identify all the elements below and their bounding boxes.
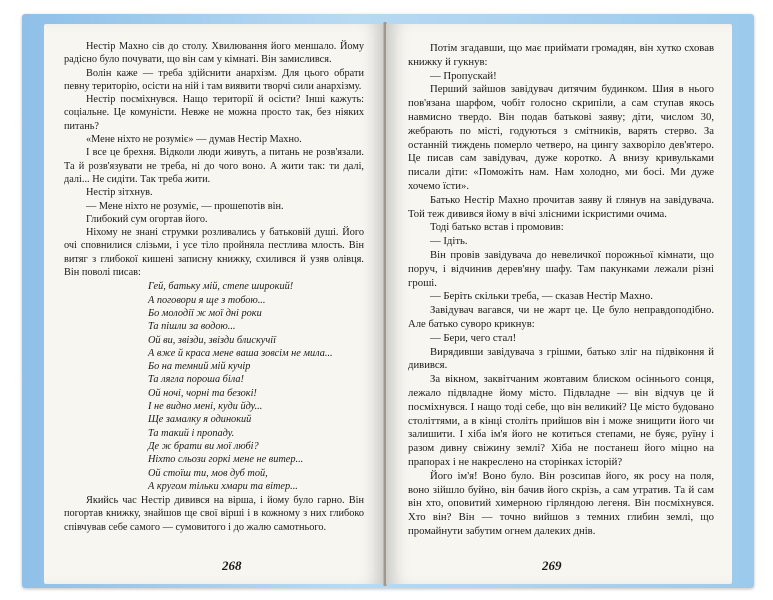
paragraph: — Пропускай! (430, 69, 497, 82)
paragraph: За вікном, заквітчаним жовтавим блиском осіннього сонця, лежало підвладне йому місто. Підвладне — він відчув це й посміхнувся. І нащо тоді себе, що він великий? Це місто будовано століттями, а в кінці століть прийшов він і може знищити його чи залишити. І хіба ім'я його не котиться степами, не буяє, руїну і разом дивну свіжину землі? Хіба не постанеш його міцно на прапорах і не накреслено на сторінках історій? (408, 373, 714, 468)
left-page-text (64, 40, 364, 534)
right-page-text (408, 42, 714, 539)
paragraph: Батько Нестір Махно прочитав заяву й глянув на завідувача. Той теж дивився йому в вічі злісними іскристими очима. (408, 193, 714, 220)
poem-line: Ой ночі, чорні та безокі! (148, 387, 257, 399)
page-number: 268 (222, 558, 242, 573)
poem-line: Ще замалку я одинокий (148, 414, 252, 426)
paragraph: — Беріть скільки треба, — сказав Нестір Махно. (430, 290, 653, 303)
poem-line: І не видно мені, куди йду... (148, 401, 263, 413)
poem-line: А вже й краса мене ваша зовсім не мила... (148, 347, 333, 359)
paragraph: — Бери, чего стал! (430, 331, 517, 344)
poem-line: Ой стоїш ти, мов дуб той, (148, 467, 268, 479)
paragraph: І все це брехня. Відколи люди живуть, а питань не розв'язали. Та й розв'язувати не треба, ні до чого воно. А жити так: ти далі, далі... Не сидіти. Так треба жити. (64, 147, 364, 185)
paragraph: Нестір посміхнувся. Нащо території й осісти? Інші кажуть: соціальне. Це комуністи. Невже не можна просто так, без ніяких питань? (64, 94, 364, 132)
poem-line: Та такий і пропаду. (148, 427, 235, 439)
poem-line: Та пішли за водою... (148, 321, 236, 333)
paragraph: Глибокий сум огортав його. (86, 213, 208, 225)
paragraph: Завідувач вагався, чи не жарт це. Це було неправдоподібно. Але батько суворо крикнув: (408, 304, 714, 330)
paragraph: Потім згадавши, що має приймати громадян, він хутко сховав книжку й гукнув: (408, 42, 714, 68)
paragraph: — Мене ніхто не розуміє, — прошепотів він. (86, 200, 284, 212)
poem-line: Ой ви, звізди, звізди блискучії (148, 334, 276, 346)
poem (148, 280, 364, 493)
paragraph: Він провів завідувача до невеличкої порожньої кімнати, що поруч, і відчинив дерев'яну шафу. Там пакунками лежали різні гроші. (408, 248, 714, 289)
poem-line: А поговори я ще з тобою... (148, 294, 266, 306)
paragraph: «Мене ніхто не розуміє» — думав Нестір Махно. (86, 134, 302, 146)
paragraph: Тоді батько встав і промовив: (430, 221, 564, 234)
paragraph: Перший зайшов завідувач дитячим будинком. Шия в нього пов'язана шарфом, чобіт голосно скрипіли, а сам ступав якось навмисно твердо. Він подав батькові заяву; діти, числом 30, жебрають по місті, годуються з смітників, варять стерво. За останній тиждень померло четверо, на цингу захворіло дев'ятеро. Це писав сам завідувач, дуже коротко. А внизу кривульками писали діти: «Поможіть нам. Нам холодно, ми босі. Ми дуже хочемо їсти». (408, 83, 714, 192)
poem-line: Та лягла пороша біла! (148, 374, 244, 386)
paragraph: — Ідіть. (430, 235, 468, 248)
right-page (386, 24, 732, 584)
poem-line: А кругом тільки хмари та вітер... (148, 480, 298, 492)
poem-line: Бо молодії ж мої дні роки (148, 307, 262, 319)
poem-line: Ніхто сльози горкі мене не витер... (148, 454, 304, 466)
left-page (44, 24, 384, 584)
paragraph: Волін каже — треба здійснити анархізм. Для цього обрати певну територію, осісти на ній і там виявити творчі сили анархізму. (64, 67, 364, 92)
page-number: 269 (542, 558, 562, 573)
paragraph: Нестір зітхнув. (86, 187, 153, 199)
paragraph: Нестір Махно сів до столу. Хвилювання його меншало. Йому радісно було почувати, що він сам у кімнаті. Він замислився. (64, 41, 364, 66)
paragraph: Ніхому не знані струмки розливались у батьковій душі. Його очі сповнилися слізьми, і усе тіло пройняла пестлива млость. Він витяг з глибокої кишені записну книжку, схилився й узяв олівця. Він поволі писав: (64, 227, 364, 279)
paragraph: Його ім'я! Воно було. Він розсипав його, як росу на поля, воно зійшло буйно, він бачив його скрізь, а сам утратив. Та й сам він хто, оповитий химерною гірляндою легеня. Він посміхнувся. Хто він? Він — точно вийшов з темних глибин землі, що промайнути забутим огнем далеких днів. (408, 469, 714, 537)
poem-line: Бо на темний мій кучір (148, 361, 251, 373)
poem-line: Де ж брати ви мої любі? (148, 440, 259, 452)
poem-line: Гей, батьку мій, степе широкий! (148, 281, 294, 293)
paragraph: Якийсь час Нестір дивився на вірша, і йому було гарно. Він погортав книжку, знайшов ще свої вірші і в кожному з них глибоко співчував себе самого — сумовитого і до жалю самотнього. (64, 495, 364, 533)
paragraph: Вирядивши завідувача з грішми, батько зліг на підвіконня й дивився. (408, 345, 714, 372)
